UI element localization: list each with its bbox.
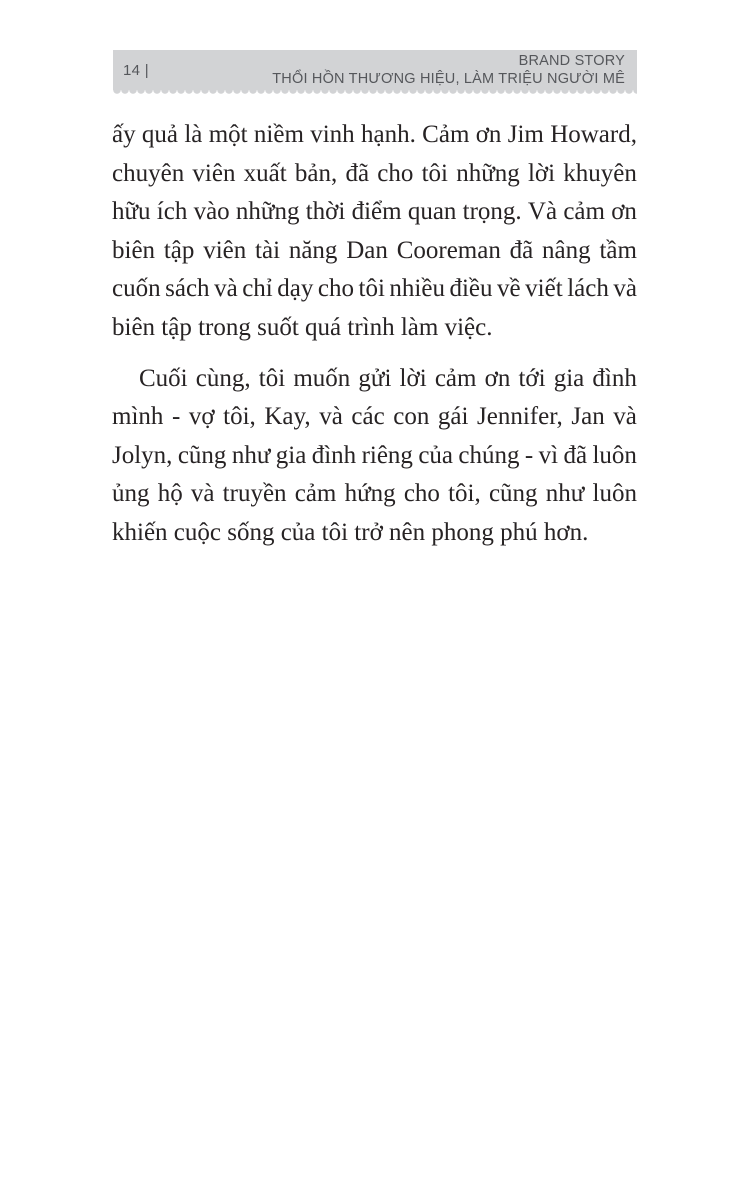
text-line: Jolyn, cũng như gia đình riêng của chúng - vì đã luôn: [112, 441, 637, 469]
text-line: ủng hộ và truyền cảm hứng cho tôi, cũng như luôn: [112, 480, 637, 508]
text-line: Cuối cùng, tôi muốn gửi lời cảm ơn tới gia đình: [139, 364, 637, 392]
text-line: mình - vợ tôi, Kay, và các con gái Jennifer, Jan và: [112, 403, 637, 431]
text-line: ấy quả là một niềm vinh hạnh. Cảm ơn Jim Howard,: [112, 121, 637, 148]
chapter-subtitle: THỔI HỒN THƯƠNG HIỆU, LÀM TRIỆU NGƯỜI MÊ: [272, 71, 625, 87]
page-number: 14 |: [123, 61, 149, 79]
text-line: chuyên viên xuất bản, đã cho tôi những lời khuyên: [112, 159, 637, 187]
text-line: hữu ích vào những thời điểm quan trọng. Và cảm ơn: [112, 198, 637, 226]
page-body: [112, 116, 637, 553]
text-line: biên tập viên tài năng Dan Cooreman đã nâng tầm: [112, 236, 637, 264]
text-line: biên tập trong suốt quá trình làm việc.: [112, 313, 493, 341]
header-bar: [113, 50, 637, 90]
text-line: khiến cuộc sống của tôi trở nên phong phú hơn.: [112, 518, 589, 546]
paragraph: [112, 116, 637, 348]
book-title: BRAND STORY: [518, 52, 625, 69]
text-line: cuốn sách và chỉ dạy cho tôi nhiều điều về viết lách và: [112, 275, 637, 303]
scallop-edge: [113, 90, 637, 94]
paragraph: [112, 360, 637, 553]
header-titles: [272, 52, 625, 89]
